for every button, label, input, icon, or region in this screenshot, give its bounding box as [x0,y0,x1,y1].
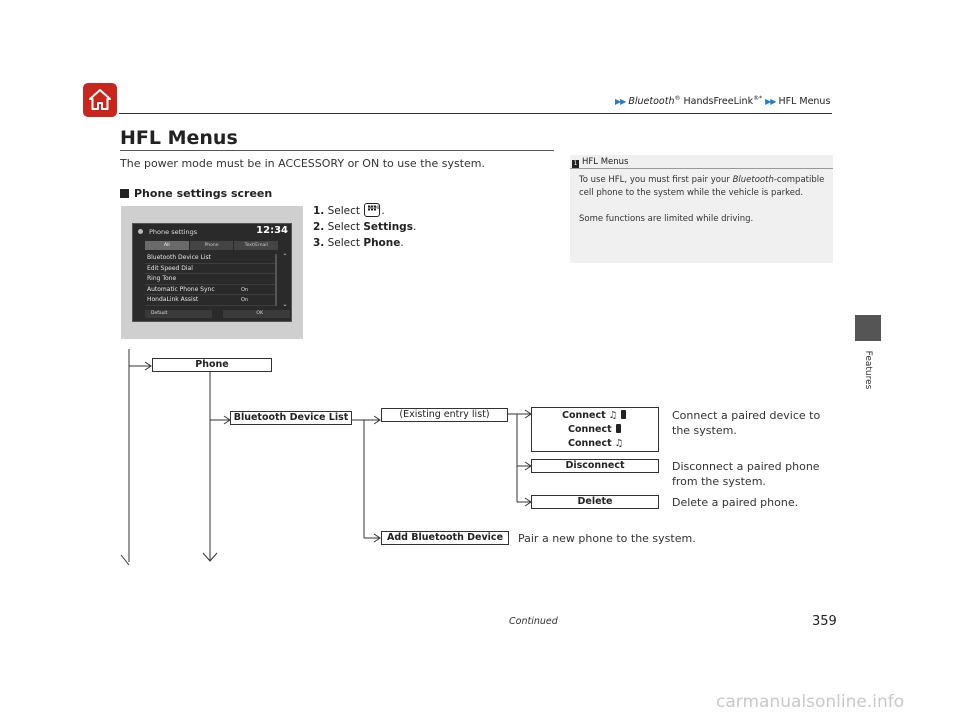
connect-option-audio-phone: Connect ♫ [562,409,626,423]
screen-list-item: Automatic Phone Sync On [145,285,275,296]
breadcrumb-arrow-icon: ▶▶ [765,97,776,107]
music-note-icon: ♫ [608,410,618,421]
breadcrumb-hfl[interactable]: HandsFreeLink [680,96,754,108]
music-note-icon: ♫ [614,438,624,449]
screen-tab-phone: Phone [190,241,235,250]
section-tab-label: Features [863,350,873,390]
menu-node-bluetooth-device-list: Bluetooth Device List [230,411,352,425]
desc-add: Pair a new phone to the system. [518,532,696,545]
breadcrumb-bluetooth[interactable]: Bluetooth [628,96,675,108]
screen-clock: 12:34 [256,225,288,236]
continued-label: Continued [509,616,558,627]
menu-node-phone: Phone [152,358,272,372]
registered-mark: ® [674,95,681,102]
screen-list-item: Ring Tone [145,274,275,285]
menu-node-connect [531,407,659,452]
step-3: 3. Select Phone. [313,237,404,249]
scroll-down-icon: ⌄ [282,301,288,308]
page-title: HFL Menus [120,127,238,149]
screen-list-item: Bluetooth Device List [145,253,275,264]
registered-star-mark: ®* [753,95,763,102]
desc-disconnect: Disconnect a paired phone from the system. [672,460,820,488]
menu-node-delete: Delete [531,495,659,509]
breadcrumb-current: HFL Menus [778,96,831,108]
menu-node-add-bluetooth-device: Add Bluetooth Device [381,531,509,545]
screen-default-button: Default [145,310,212,318]
sidebar-paragraph: Some functions are limited while driving. [579,214,754,224]
connect-option-audio: Connect ♫ [568,438,624,449]
scroll-up-icon: ⌃ [282,253,288,260]
screen-tab-text-email: Text/Email [234,241,279,250]
note-marker-icon: 1 [573,160,578,167]
home-button-icon: HOME [364,203,380,217]
desc-connect: Connect a paired device to the system. [672,409,821,437]
screen-list-item: Edit Speed Dial [145,264,275,275]
step-2: 2. Select Settings. [313,221,417,233]
breadcrumb-arrow-icon: ▶▶ [615,97,626,107]
step-1: 1. Select HOME . [313,205,385,217]
menu-node-disconnect: Disconnect [531,459,659,473]
phone-icon [621,410,626,419]
desc-delete: Delete a paired phone. [672,496,799,509]
connect-option-phone: Connect [568,423,621,437]
screen-ok-button: OK [223,310,290,318]
screen-title: Phone settings [149,228,198,236]
sidebar-paragraph: To use HFL, you must first pair your Bluetooth-compatible cell phone to the system while the vehicle is parked. [579,175,825,198]
watermark: carmanualsonline.info [716,692,905,712]
phone-icon [616,424,621,433]
section-heading-text: Phone settings screen [134,187,273,200]
screen-tab-all: All [145,241,190,250]
menu-node-existing-entry-list: (Existing entry list) [381,408,508,422]
sidebar-heading: 1 HFL Menus [570,155,833,169]
intro-text: The power mode must be in ACCESSORY or ON to use the system. [120,157,486,170]
page-number: 359 [812,614,837,629]
screen-list-item: HondaLink Assist On [145,295,275,306]
